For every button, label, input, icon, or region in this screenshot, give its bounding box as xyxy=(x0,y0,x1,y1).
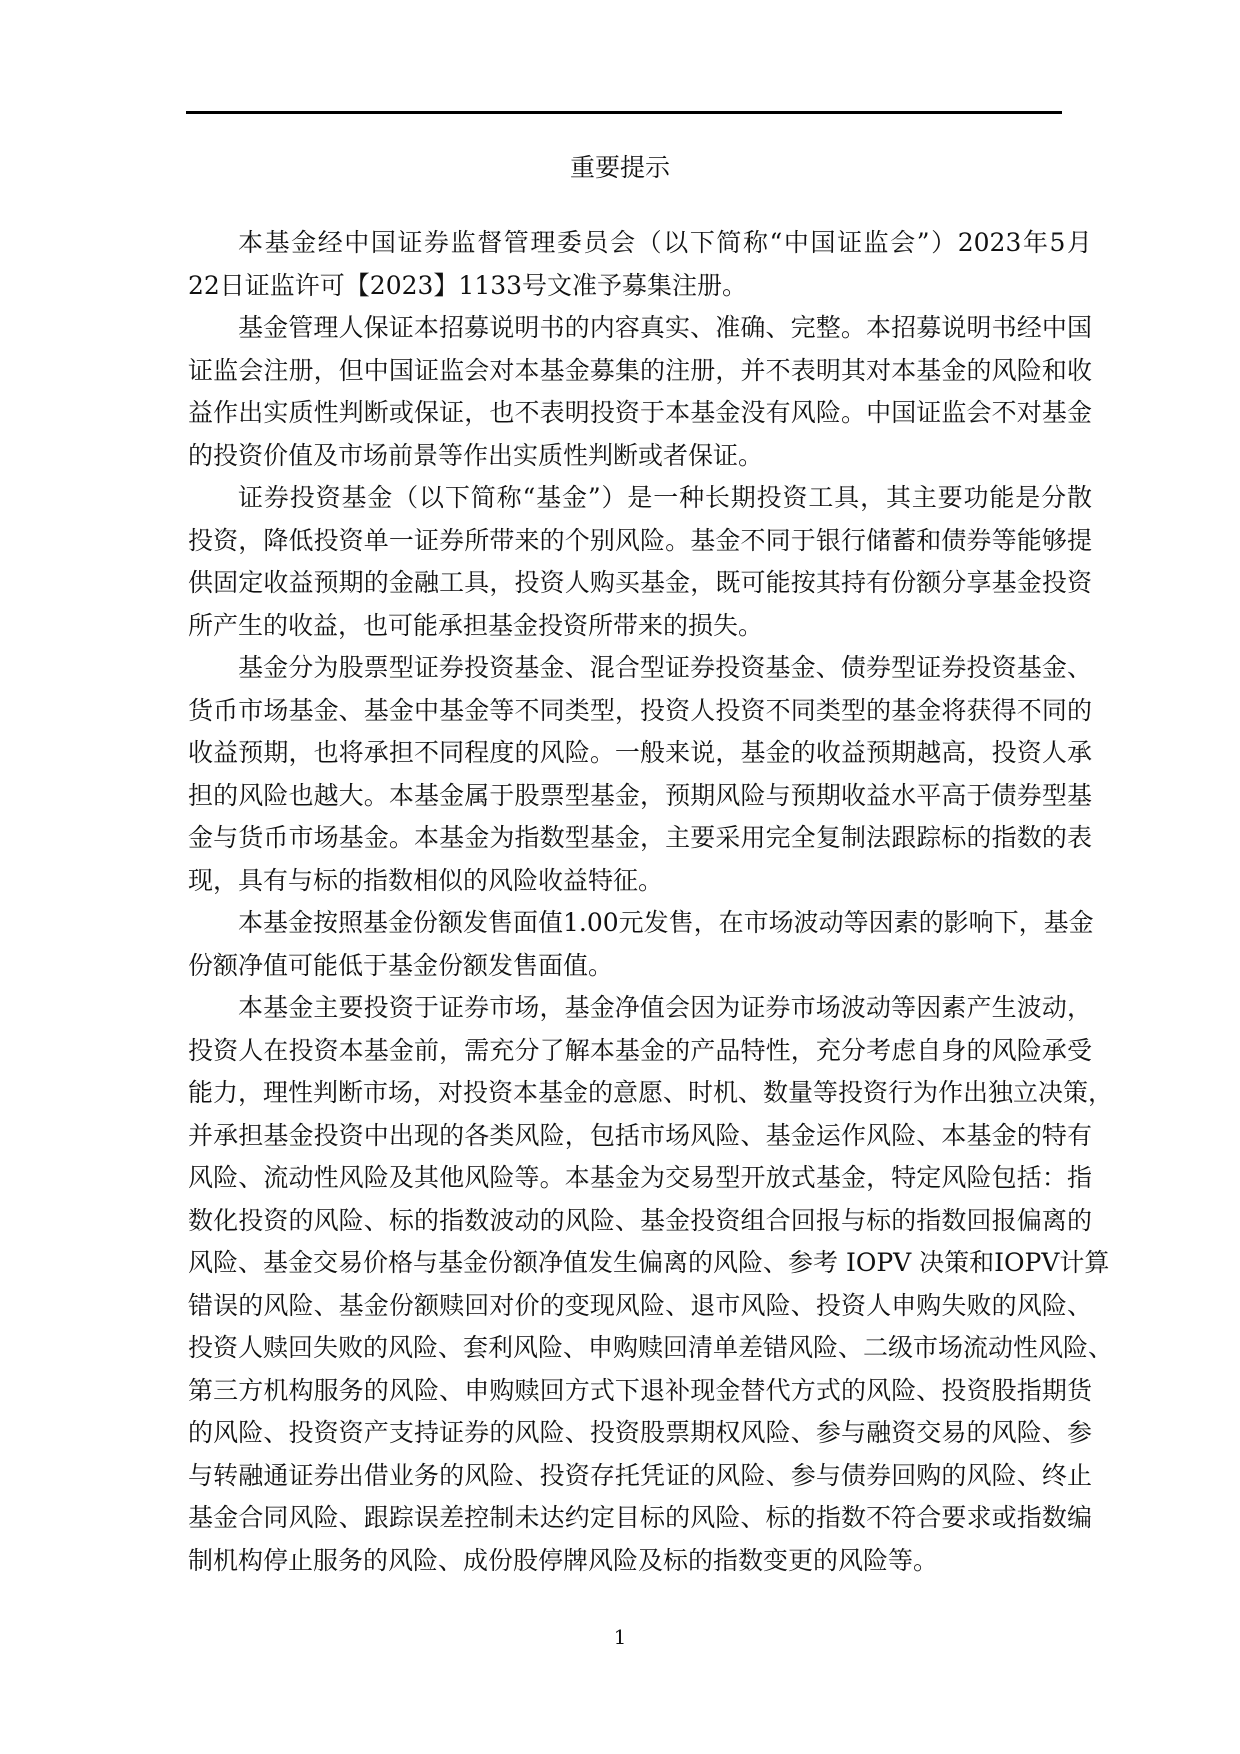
text-line: 证监会注册，但中国证监会对本基金募集的注册，并不表明其对本基金的风险和收 xyxy=(188,355,1092,385)
text-line: 益作出实质性判断或保证，也不表明投资于本基金没有风险。中国证监会不对基金 xyxy=(188,398,1092,427)
paragraph xyxy=(188,902,1092,987)
text-line: 的风险、投资资产支持证券的风险、投资股票期权风险、参与融资交易的风险、参 xyxy=(188,1418,1092,1447)
paragraph xyxy=(188,477,1092,647)
text-line: 制机构停止服务的风险、成份股停牌风险及标的指数变更的风险等。 xyxy=(188,1545,939,1575)
text-line: 数化投资的风险、标的指数波动的风险、基金投资组合回报与标的指数回报偏离的 xyxy=(188,1205,1092,1235)
text-line: 收益预期，也将承担不同程度的风险。一般来说，基金的收益预期越高，投资人承 xyxy=(188,738,1092,767)
text-line: 与转融通证券出借业务的风险、投资存托凭证的风险、参与债券回购的风险、终止 xyxy=(188,1460,1092,1490)
page-number: 1 xyxy=(613,1625,627,1649)
text-line: 基金管理人保证本招募说明书的内容真实、准确、完整。本招募说明书经中国 xyxy=(238,313,1092,342)
paragraph xyxy=(188,987,1114,1582)
text-line: 能力，理性判断市场，对投资本基金的意愿、时机、数量等投资行为作出独立决策， xyxy=(188,1078,1114,1107)
text-line: 现，具有与标的指数相似的风险收益特征。 xyxy=(188,865,664,895)
paragraph xyxy=(188,307,1092,477)
text-line: 所产生的收益，也可能承担基金投资所带来的损失。 xyxy=(188,610,764,640)
text-line: 证券投资基金（以下简称“基金”）是一种长期投资工具，其主要功能是分散 xyxy=(238,483,1092,512)
text-line: 份额净值可能低于基金份额发售面值。 xyxy=(188,950,614,980)
paragraph xyxy=(188,222,1092,307)
text-line: 风险、基金交易价格与基金份额净值发生偏离的风险、参考 IOPV 决策和IOPV计算 xyxy=(188,1248,1110,1277)
text-line: 投资人在投资本基金前，需充分了解本基金的产品特性，充分考虑自身的风险承受 xyxy=(188,1035,1092,1065)
text-line: 本基金按照基金份额发售面值1.00元发售，在市场波动等因素的影响下，基金 xyxy=(238,908,1094,937)
text-line: 的投资价值及市场前景等作出实质性判断或者保证。 xyxy=(188,440,764,470)
text-line: 风险、流动性风险及其他风险等。本基金为交易型开放式基金，特定风险包括：指 xyxy=(188,1163,1092,1192)
text-line: 22日证监许可【2023】1133号文准予募集注册。 xyxy=(188,270,748,300)
text-line: 本基金主要投资于证券市场，基金净值会因为证券市场波动等因素产生波动， xyxy=(238,993,1092,1022)
text-line: 基金合同风险、跟踪误差控制未达约定目标的风险、标的指数不符合要求或指数编 xyxy=(188,1503,1092,1532)
document-body xyxy=(188,222,1114,1582)
text-line: 基金分为股票型证券投资基金、混合型证券投资基金、债券型证券投资基金、 xyxy=(238,653,1092,682)
text-line: 并承担基金投资中出现的各类风险，包括市场风险、基金运作风险、本基金的特有 xyxy=(188,1120,1092,1150)
paragraph xyxy=(188,647,1092,902)
header-rule xyxy=(186,111,1062,114)
text-line: 供固定收益预期的金融工具，投资人购买基金，既可能按其持有份额分享基金投资 xyxy=(188,568,1092,597)
text-line: 投资人赎回失败的风险、套利风险、申购赎回清单差错风险、二级市场流动性风险、 xyxy=(188,1333,1114,1362)
text-line: 货币市场基金、基金中基金等不同类型，投资人投资不同类型的基金将获得不同的 xyxy=(188,695,1092,725)
text-line: 错误的风险、基金份额赎回对价的变现风险、退市风险、投资人申购失败的风险、 xyxy=(188,1290,1092,1320)
text-line: 第三方机构服务的风险、申购赎回方式下退补现金替代方式的风险、投资股指期货 xyxy=(188,1375,1092,1405)
text-line: 担的风险也越大。本基金属于股票型基金，预期风险与预期收益水平高于债券型基 xyxy=(188,780,1092,810)
text-line: 本基金经中国证券监督管理委员会（以下简称“中国证监会”）2023年5月 xyxy=(238,228,1092,257)
text-line: 金与货币市场基金。本基金为指数型基金，主要采用完全复制法跟踪标的指数的表 xyxy=(188,823,1092,852)
text-line: 投资，降低投资单一证券所带来的个别风险。基金不同于银行储蓄和债券等能够提 xyxy=(188,525,1092,555)
page-title: 重要提示 xyxy=(569,153,670,182)
